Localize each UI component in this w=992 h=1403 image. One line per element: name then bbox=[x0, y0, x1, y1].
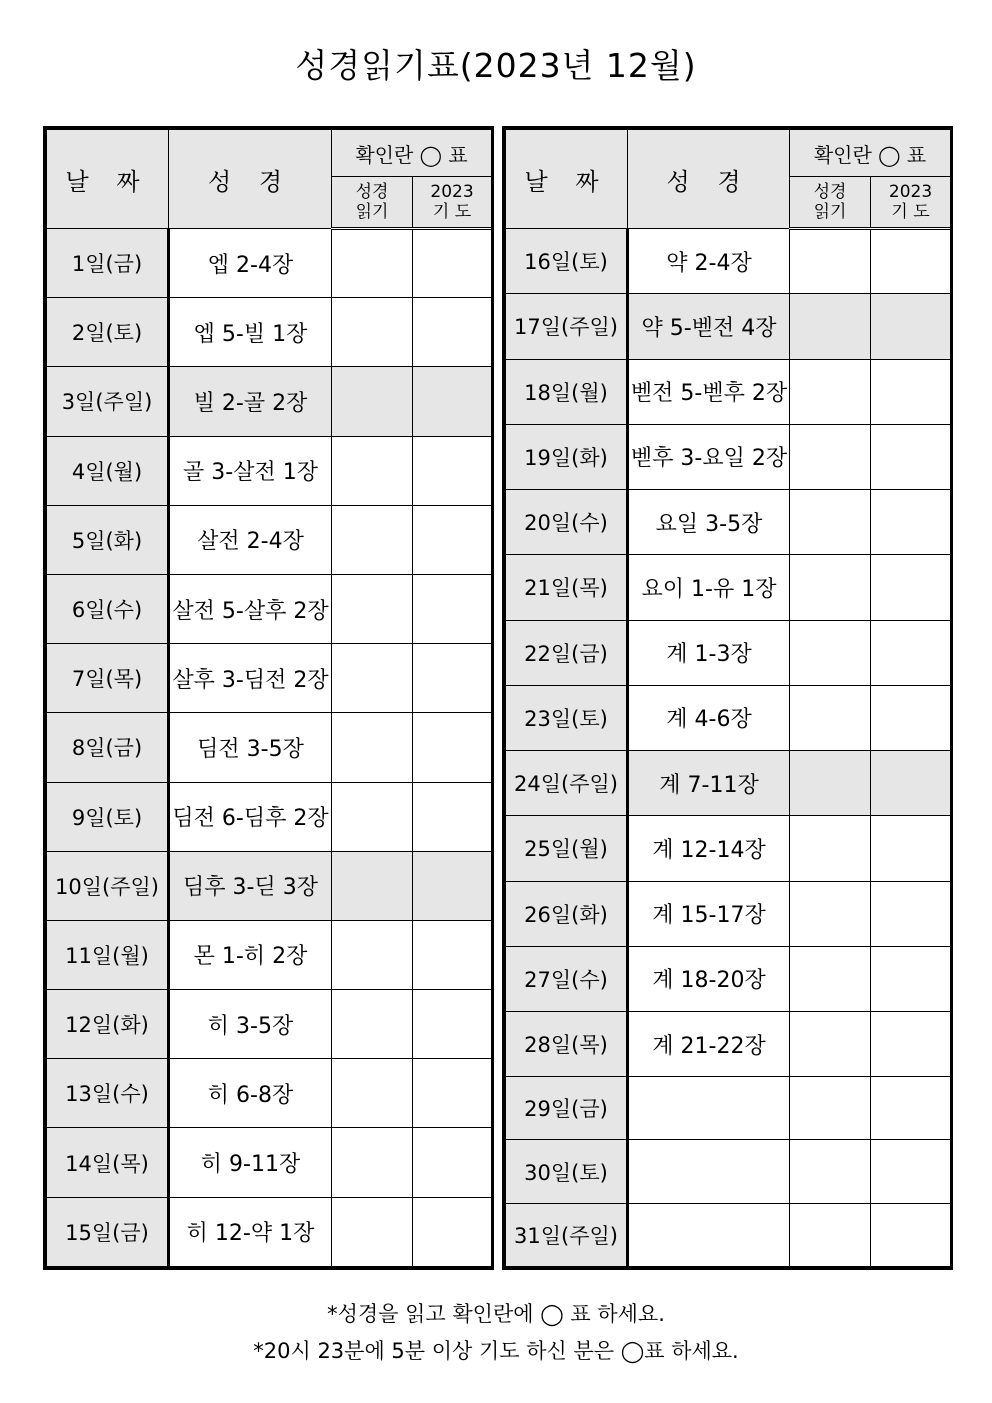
pray-check-cell[interactable] bbox=[871, 1140, 951, 1203]
table-row bbox=[47, 367, 492, 436]
read-check-cell[interactable] bbox=[790, 946, 871, 1011]
reading-cell: 딤전 3-5장 bbox=[169, 713, 332, 782]
check-header: 확인란 ◯ 표 bbox=[332, 130, 492, 177]
pray-check-cell[interactable] bbox=[413, 298, 492, 367]
date-cell: 2일(토) bbox=[47, 298, 169, 367]
reading-cell bbox=[628, 1077, 790, 1140]
read-check-cell[interactable] bbox=[790, 490, 871, 555]
read-check-cell[interactable] bbox=[790, 555, 871, 620]
read-check-cell[interactable] bbox=[790, 294, 871, 359]
pray-check-cell[interactable] bbox=[871, 946, 951, 1011]
pray-check-cell[interactable] bbox=[871, 424, 951, 489]
read-check-cell[interactable] bbox=[332, 1059, 413, 1128]
date-cell: 1일(금) bbox=[47, 229, 169, 298]
pray-check-cell[interactable] bbox=[413, 851, 492, 920]
date-cell: 24일(주일) bbox=[506, 751, 628, 816]
reading-cell: 약 2-4장 bbox=[628, 229, 790, 294]
date-cell: 21일(목) bbox=[506, 555, 628, 620]
pray-check-cell[interactable] bbox=[413, 1059, 492, 1128]
pray-check-cell[interactable] bbox=[413, 990, 492, 1059]
table-row bbox=[47, 1197, 492, 1266]
pray-check-cell[interactable] bbox=[413, 644, 492, 713]
date-header: 날 짜 bbox=[47, 130, 169, 229]
date-cell: 25일(월) bbox=[506, 816, 628, 881]
table-row bbox=[47, 298, 492, 367]
reading-cell bbox=[628, 1140, 790, 1203]
reading-cell: 몬 1-히 2장 bbox=[169, 920, 332, 989]
table-row bbox=[506, 1140, 951, 1203]
pray-check-cell[interactable] bbox=[871, 229, 951, 294]
pray-check-cell[interactable] bbox=[413, 782, 492, 851]
read-check-cell[interactable] bbox=[332, 644, 413, 713]
read-check-cell[interactable] bbox=[790, 1012, 871, 1077]
table-row bbox=[506, 816, 951, 881]
table-row bbox=[506, 490, 951, 555]
pray-check-cell[interactable] bbox=[871, 490, 951, 555]
pray-check-cell[interactable] bbox=[871, 294, 951, 359]
reading-cell: 계 21-22장 bbox=[628, 1012, 790, 1077]
table-row bbox=[506, 1012, 951, 1077]
reading-table-right bbox=[502, 126, 953, 1270]
pray-check-cell[interactable] bbox=[871, 816, 951, 881]
table-row bbox=[506, 229, 951, 294]
table-row bbox=[506, 620, 951, 685]
table-row bbox=[47, 574, 492, 643]
reading-cell: 히 12-약 1장 bbox=[169, 1197, 332, 1266]
table-row bbox=[506, 685, 951, 750]
pray-check-cell[interactable] bbox=[413, 1128, 492, 1197]
read-check-cell[interactable] bbox=[332, 229, 413, 298]
reading-cell: 살후 3-딤전 2장 bbox=[169, 644, 332, 713]
date-cell: 5일(화) bbox=[47, 505, 169, 574]
date-cell: 15일(금) bbox=[47, 1197, 169, 1266]
table-row bbox=[506, 359, 951, 424]
right-table-body bbox=[506, 229, 951, 1267]
date-cell: 6일(수) bbox=[47, 574, 169, 643]
pray-check-cell[interactable] bbox=[413, 367, 492, 436]
table-row bbox=[506, 555, 951, 620]
read-header: 성경 읽기 bbox=[790, 177, 871, 229]
pray-check-cell[interactable] bbox=[413, 920, 492, 989]
date-cell: 17일(주일) bbox=[506, 294, 628, 359]
table-row bbox=[47, 851, 492, 920]
date-cell: 23일(토) bbox=[506, 685, 628, 750]
read-check-cell[interactable] bbox=[332, 574, 413, 643]
date-cell: 13일(수) bbox=[47, 1059, 169, 1128]
read-check-cell[interactable] bbox=[790, 424, 871, 489]
table-row bbox=[506, 881, 951, 946]
reading-cell: 딤후 3-딛 3장 bbox=[169, 851, 332, 920]
table-row bbox=[506, 751, 951, 816]
reading-cell: 계 12-14장 bbox=[628, 816, 790, 881]
date-cell: 11일(월) bbox=[47, 920, 169, 989]
reading-cell: 골 3-살전 1장 bbox=[169, 436, 332, 505]
bible-header: 성 경 bbox=[169, 130, 332, 229]
read-check-cell[interactable] bbox=[332, 990, 413, 1059]
pray-check-cell[interactable] bbox=[413, 713, 492, 782]
reading-cell: 히 3-5장 bbox=[169, 990, 332, 1059]
pray-check-cell[interactable] bbox=[413, 574, 492, 643]
read-check-cell[interactable] bbox=[790, 359, 871, 424]
read-check-cell[interactable] bbox=[790, 685, 871, 750]
table-row bbox=[47, 644, 492, 713]
date-cell: 19일(화) bbox=[506, 424, 628, 489]
read-check-cell[interactable] bbox=[790, 620, 871, 685]
pray-check-cell[interactable] bbox=[413, 1197, 492, 1266]
read-check-cell[interactable] bbox=[332, 1128, 413, 1197]
read-header: 성경 읽기 bbox=[332, 177, 413, 229]
date-cell: 30일(토) bbox=[506, 1140, 628, 1203]
date-cell: 8일(금) bbox=[47, 713, 169, 782]
table-row bbox=[506, 1077, 951, 1140]
read-check-cell[interactable] bbox=[790, 1203, 871, 1266]
date-cell: 22일(금) bbox=[506, 620, 628, 685]
table-row bbox=[506, 294, 951, 359]
pray-check-cell[interactable] bbox=[871, 1077, 951, 1140]
reading-cell: 요이 1-유 1장 bbox=[628, 555, 790, 620]
note-reading: *성경을 읽고 확인란에 ◯ 표 하세요. bbox=[327, 1302, 665, 1326]
date-cell: 3일(주일) bbox=[47, 367, 169, 436]
pray-check-cell[interactable] bbox=[871, 555, 951, 620]
bible-header: 성 경 bbox=[628, 130, 790, 229]
pray-check-cell[interactable] bbox=[413, 229, 492, 298]
reading-cell: 계 7-11장 bbox=[628, 751, 790, 816]
read-check-cell[interactable] bbox=[332, 505, 413, 574]
reading-cell: 살전 2-4장 bbox=[169, 505, 332, 574]
date-cell: 4일(월) bbox=[47, 436, 169, 505]
reading-cell: 계 4-6장 bbox=[628, 685, 790, 750]
reading-table-left bbox=[43, 126, 494, 1270]
date-cell: 10일(주일) bbox=[47, 851, 169, 920]
note-prayer: *20시 23분에 5분 이상 기도 하신 분은 ◯표 하세요. bbox=[253, 1339, 739, 1363]
table-row bbox=[47, 1128, 492, 1197]
reading-cell: 약 5-벧전 4장 bbox=[628, 294, 790, 359]
date-cell: 26일(화) bbox=[506, 881, 628, 946]
date-cell: 16일(토) bbox=[506, 229, 628, 294]
read-check-cell[interactable] bbox=[332, 713, 413, 782]
date-cell: 18일(월) bbox=[506, 359, 628, 424]
reading-cell: 계 15-17장 bbox=[628, 881, 790, 946]
date-cell: 20일(수) bbox=[506, 490, 628, 555]
read-check-cell[interactable] bbox=[790, 1140, 871, 1203]
read-check-cell[interactable] bbox=[790, 751, 871, 816]
date-cell: 29일(금) bbox=[506, 1077, 628, 1140]
reading-cell: 딤전 6-딤후 2장 bbox=[169, 782, 332, 851]
reading-cell: 엡 2-4장 bbox=[169, 229, 332, 298]
pray-header: 2023 기 도 bbox=[871, 177, 951, 229]
table-row bbox=[47, 436, 492, 505]
pray-check-cell[interactable] bbox=[871, 1203, 951, 1266]
pray-check-cell[interactable] bbox=[871, 359, 951, 424]
reading-cell bbox=[628, 1203, 790, 1266]
reading-cell: 살전 5-살후 2장 bbox=[169, 574, 332, 643]
pray-check-cell[interactable] bbox=[413, 505, 492, 574]
date-cell: 12일(화) bbox=[47, 990, 169, 1059]
date-cell: 7일(목) bbox=[47, 644, 169, 713]
table-row bbox=[47, 229, 492, 298]
pray-check-cell[interactable] bbox=[871, 1012, 951, 1077]
pray-check-cell[interactable] bbox=[413, 436, 492, 505]
reading-cell: 엡 5-빌 1장 bbox=[169, 298, 332, 367]
date-cell: 27일(수) bbox=[506, 946, 628, 1011]
date-header: 날 짜 bbox=[506, 130, 628, 229]
reading-cell: 히 9-11장 bbox=[169, 1128, 332, 1197]
table-row bbox=[506, 424, 951, 489]
table-row bbox=[47, 505, 492, 574]
left-table-body bbox=[47, 229, 492, 1267]
read-check-cell[interactable] bbox=[790, 1077, 871, 1140]
read-check-cell[interactable] bbox=[790, 816, 871, 881]
reading-cell: 히 6-8장 bbox=[169, 1059, 332, 1128]
read-check-cell[interactable] bbox=[332, 367, 413, 436]
table-row bbox=[47, 713, 492, 782]
reading-cell: 계 18-20장 bbox=[628, 946, 790, 1011]
pray-check-cell[interactable] bbox=[871, 620, 951, 685]
check-header: 확인란 ◯ 표 bbox=[790, 130, 951, 177]
pray-check-cell[interactable] bbox=[871, 751, 951, 816]
reading-cell: 계 1-3장 bbox=[628, 620, 790, 685]
pray-header: 2023 기 도 bbox=[413, 177, 492, 229]
date-cell: 9일(토) bbox=[47, 782, 169, 851]
pray-check-cell[interactable] bbox=[871, 685, 951, 750]
read-check-cell[interactable] bbox=[332, 298, 413, 367]
read-check-cell[interactable] bbox=[790, 881, 871, 946]
pray-check-cell[interactable] bbox=[871, 881, 951, 946]
reading-cell: 빌 2-골 2장 bbox=[169, 367, 332, 436]
table-row bbox=[47, 782, 492, 851]
table-row bbox=[47, 920, 492, 989]
reading-cell: 요일 3-5장 bbox=[628, 490, 790, 555]
reading-cell: 벧후 3-요일 2장 bbox=[628, 424, 790, 489]
read-check-cell[interactable] bbox=[332, 436, 413, 505]
table-row bbox=[506, 946, 951, 1011]
read-check-cell[interactable] bbox=[332, 851, 413, 920]
read-check-cell[interactable] bbox=[332, 1197, 413, 1266]
date-cell: 28일(목) bbox=[506, 1012, 628, 1077]
date-cell: 14일(목) bbox=[47, 1128, 169, 1197]
reading-cell: 벧전 5-벧후 2장 bbox=[628, 359, 790, 424]
read-check-cell[interactable] bbox=[332, 920, 413, 989]
table-row bbox=[47, 990, 492, 1059]
read-check-cell[interactable] bbox=[790, 229, 871, 294]
read-check-cell[interactable] bbox=[332, 782, 413, 851]
date-cell: 31일(주일) bbox=[506, 1203, 628, 1266]
table-row bbox=[47, 1059, 492, 1128]
page-title: 성경읽기표(2023년 12월) bbox=[295, 46, 697, 85]
table-row bbox=[506, 1203, 951, 1266]
